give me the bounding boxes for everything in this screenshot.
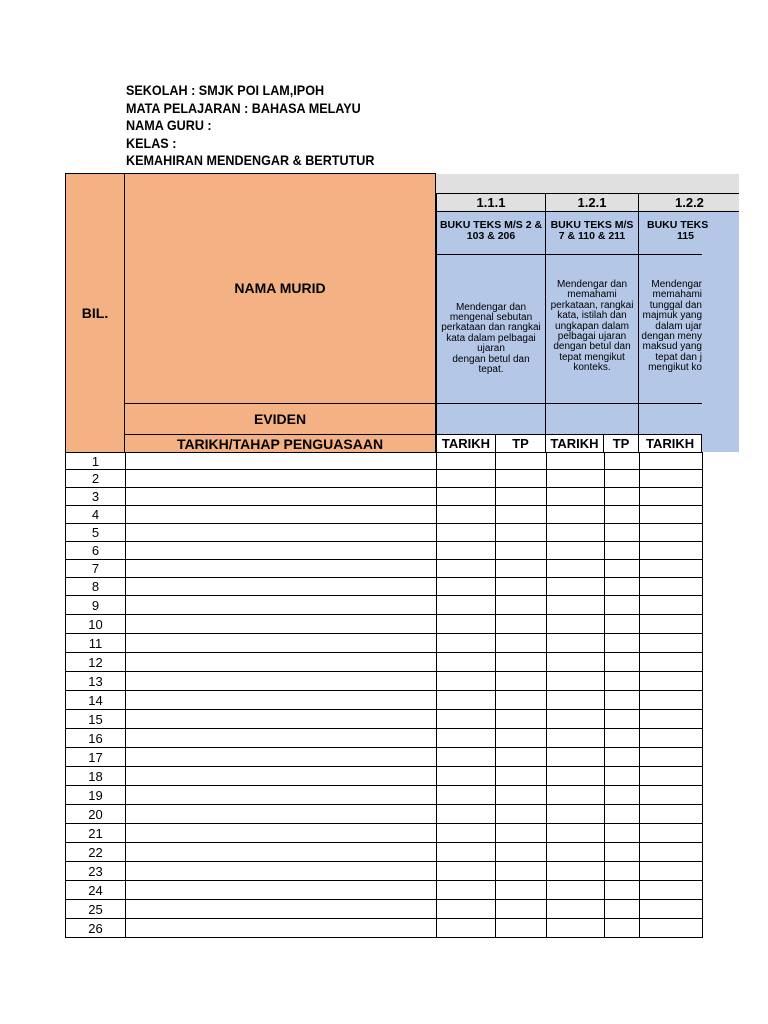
table-row — [66, 634, 703, 653]
tarikh-cell[interactable] — [640, 862, 703, 881]
student-name-cell[interactable] — [126, 919, 437, 938]
row-number: 10 — [66, 615, 126, 634]
row-number: 16 — [66, 729, 126, 748]
desc-line: ungkapan dalam — [555, 320, 629, 332]
standard-desc-2 — [545, 254, 639, 404]
tp-cell[interactable] — [605, 786, 640, 805]
tp-cell[interactable] — [605, 634, 640, 653]
row-number: 18 — [66, 767, 126, 786]
row-number: 1 — [66, 453, 126, 470]
row-number: 23 — [66, 862, 126, 881]
table-row — [66, 805, 703, 824]
table-row — [66, 843, 703, 862]
tarikh-cell[interactable] — [547, 919, 605, 938]
tarikh-cell[interactable] — [437, 634, 496, 653]
desc-line: mengikut ko — [648, 362, 702, 374]
student-name-cell[interactable] — [126, 506, 437, 524]
desc-line: majmuk yang — [642, 310, 702, 322]
tarikh-label: TARIKH — [441, 436, 491, 451]
book-text — [551, 220, 634, 242]
book-text — [647, 220, 708, 242]
tarikh-cell[interactable] — [640, 634, 703, 653]
book-line: 103 & 206 — [466, 230, 516, 242]
standard-code-text: 1.2.1 — [577, 195, 607, 210]
tp-cell[interactable] — [496, 805, 547, 824]
tp-cell[interactable] — [605, 615, 640, 634]
student-name-cell[interactable] — [126, 578, 437, 596]
table-row — [66, 578, 703, 596]
tp-cell[interactable] — [496, 824, 547, 843]
desc-line: dalam ujar — [655, 320, 702, 332]
tp-cell[interactable] — [496, 919, 547, 938]
student-name-cell[interactable] — [126, 729, 437, 748]
tarikh-cell[interactable] — [547, 470, 605, 488]
desc-text — [551, 280, 634, 374]
tarikh-cell[interactable] — [547, 729, 605, 748]
student-table — [65, 452, 703, 938]
tp-cell[interactable] — [496, 843, 547, 862]
tarikh-cell[interactable] — [640, 881, 703, 900]
tp-cell[interactable] — [605, 862, 640, 881]
tp-cell[interactable] — [496, 524, 547, 542]
tarikh-cell[interactable] — [640, 900, 703, 919]
table-row — [66, 524, 703, 542]
tp-subheader-2 — [603, 434, 639, 453]
tp-cell[interactable] — [605, 578, 640, 596]
tp-cell[interactable] — [605, 900, 640, 919]
tp-cell[interactable] — [496, 729, 547, 748]
tarikh-subheader-1 — [436, 434, 496, 453]
desc-line: tepat dan j — [655, 351, 702, 363]
tarikh-cell[interactable] — [640, 729, 703, 748]
tarikh-cell[interactable] — [547, 805, 605, 824]
tarikh-cell[interactable] — [547, 881, 605, 900]
standard-book-3 — [638, 211, 709, 255]
tp-cell[interactable] — [605, 542, 640, 560]
tarikh-cell[interactable] — [547, 634, 605, 653]
tarikh-subheader-2 — [545, 434, 604, 453]
desc-line: perkataan, rangkai — [550, 299, 634, 311]
table-row — [66, 748, 703, 767]
tarikh-cell[interactable] — [640, 748, 703, 767]
standard-eviden-2[interactable] — [545, 403, 639, 435]
tp-cell[interactable] — [496, 615, 547, 634]
desc-line: dengan betul dan tepat. — [452, 353, 530, 376]
student-rows — [66, 453, 703, 938]
eviden-header — [124, 403, 436, 435]
tarikh-cell[interactable] — [640, 786, 703, 805]
tarikh-cell[interactable] — [640, 578, 703, 596]
tarikh-cell[interactable] — [640, 453, 703, 470]
tarikh-cell[interactable] — [437, 862, 496, 881]
student-name-cell[interactable] — [126, 524, 437, 542]
tarikh-cell[interactable] — [437, 596, 496, 615]
row-number: 14 — [66, 691, 126, 710]
standard-eviden-1[interactable] — [436, 403, 546, 435]
student-name-cell[interactable] — [126, 672, 437, 691]
table-row — [66, 488, 703, 506]
tp-cell[interactable] — [496, 691, 547, 710]
tarikh-cell[interactable] — [437, 881, 496, 900]
desc-line: kata dalam pelbagai — [446, 332, 536, 344]
tp-cell[interactable] — [605, 748, 640, 767]
tp-cell[interactable] — [605, 453, 640, 470]
table-row — [66, 710, 703, 729]
header-subject: MATA PELAJARAN : BAHASA MELAYU — [126, 99, 361, 116]
eviden-label: EVIDEN — [253, 411, 307, 427]
tarikh-cell[interactable] — [547, 615, 605, 634]
standard-code-text: 1.1.1 — [476, 195, 506, 210]
tarikh-cell[interactable] — [640, 767, 703, 786]
table-row — [66, 824, 703, 843]
student-name-cell[interactable] — [126, 767, 437, 786]
tp-cell[interactable] — [496, 710, 547, 729]
tarikh-cell[interactable] — [547, 710, 605, 729]
tarikh-cell[interactable] — [640, 560, 703, 578]
bil-header — [65, 173, 125, 453]
tp-cell[interactable] — [605, 881, 640, 900]
tarikh-label: TARIKH — [646, 436, 695, 451]
tarikh-cell[interactable] — [437, 843, 496, 862]
table-row — [66, 919, 703, 938]
tp-cell[interactable] — [605, 596, 640, 615]
row-number: 22 — [66, 843, 126, 862]
student-name-cell[interactable] — [126, 542, 437, 560]
tarikh-cell[interactable] — [547, 560, 605, 578]
tarikh-cell[interactable] — [547, 900, 605, 919]
tp-cell[interactable] — [605, 653, 640, 672]
row-number: 25 — [66, 900, 126, 919]
table-row — [66, 470, 703, 488]
student-name-cell[interactable] — [126, 653, 437, 672]
tarikh-subheader-3 — [638, 434, 702, 453]
tarikh-cell[interactable] — [437, 506, 496, 524]
tp-cell[interactable] — [496, 560, 547, 578]
tp-cell[interactable] — [496, 488, 547, 506]
tarikh-cell[interactable] — [547, 506, 605, 524]
tp-cell[interactable] — [605, 729, 640, 748]
table-row — [66, 453, 703, 470]
tp-cell[interactable] — [496, 900, 547, 919]
tp-cell[interactable] — [496, 653, 547, 672]
tarikh-cell[interactable] — [547, 578, 605, 596]
standard-code-1 — [436, 193, 546, 212]
tarikh-cell[interactable] — [640, 470, 703, 488]
row-number: 6 — [66, 542, 126, 560]
tarikh-cell[interactable] — [437, 524, 496, 542]
desc-line: Mendengar — [651, 279, 702, 290]
row-number: 21 — [66, 824, 126, 843]
desc-line: memahami — [652, 289, 702, 301]
tarikh-cell[interactable] — [437, 767, 496, 786]
tarikh-cell[interactable] — [547, 824, 605, 843]
header-grey-strip — [436, 174, 739, 194]
table-row — [66, 653, 703, 672]
tarikh-cell[interactable] — [437, 900, 496, 919]
row-number: 12 — [66, 653, 126, 672]
desc-line: kata, istilah dan — [557, 310, 627, 322]
student-name-cell[interactable] — [126, 560, 437, 578]
table-row — [66, 729, 703, 748]
table-row — [66, 862, 703, 881]
tarikh-cell[interactable] — [437, 786, 496, 805]
row-number: 9 — [66, 596, 126, 615]
student-name-cell[interactable] — [126, 900, 437, 919]
tp-label: TP — [512, 436, 529, 451]
tarikh-cell[interactable] — [547, 843, 605, 862]
row-number: 17 — [66, 748, 126, 767]
standard-code-text: 1.2.2 — [675, 195, 704, 210]
document-header — [126, 82, 374, 170]
row-number: 8 — [66, 578, 126, 596]
tarikh-cell[interactable] — [437, 691, 496, 710]
student-name-cell[interactable] — [126, 453, 437, 470]
bil-label: BIL. — [81, 305, 109, 321]
book-line: BUKU TEKS M/S — [550, 219, 634, 231]
tp-cell[interactable] — [605, 919, 640, 938]
tp-cell[interactable] — [496, 506, 547, 524]
row-number: 24 — [66, 881, 126, 900]
student-name-cell[interactable] — [126, 691, 437, 710]
desc-text — [641, 280, 702, 374]
student-name-cell[interactable] — [126, 710, 437, 729]
table-row — [66, 506, 703, 524]
student-name-cell[interactable] — [126, 824, 437, 843]
tarikh-cell[interactable] — [437, 824, 496, 843]
row-number: 26 — [66, 919, 126, 938]
tarikh-cell[interactable] — [640, 805, 703, 824]
row-number: 20 — [66, 805, 126, 824]
tarikh-cell[interactable] — [640, 824, 703, 843]
tarikh-cell[interactable] — [640, 710, 703, 729]
tp-cell[interactable] — [496, 453, 547, 470]
tarikh-cell[interactable] — [437, 470, 496, 488]
blue-extension — [702, 212, 739, 452]
desc-line: mengenal sebutan — [449, 311, 533, 323]
tp-cell[interactable] — [605, 470, 640, 488]
book-line: BUKU TEKS M/S 2 & — [439, 219, 543, 231]
tp-cell[interactable] — [605, 824, 640, 843]
standard-code-3 — [638, 193, 739, 212]
tp-label: TP — [612, 436, 630, 451]
tp-cell[interactable] — [605, 843, 640, 862]
desc-line: maksud yang — [642, 341, 702, 353]
desc-line: dengan meny — [641, 331, 702, 343]
table-row — [66, 596, 703, 615]
tarikh-cell[interactable] — [640, 653, 703, 672]
desc-line: konteks. — [573, 362, 611, 374]
tarikh-cell[interactable] — [547, 542, 605, 560]
standard-book-2 — [545, 211, 639, 255]
student-name-cell[interactable] — [126, 488, 437, 506]
tarikh-cell[interactable] — [640, 524, 703, 542]
tarikh-label: TARIKH — [550, 436, 599, 451]
tp-cell[interactable] — [496, 578, 547, 596]
book-line: 7 & 110 & 211 — [558, 230, 626, 242]
tp-cell[interactable] — [605, 672, 640, 691]
desc-line: Mendengar dan — [556, 279, 628, 290]
student-name-cell[interactable] — [126, 596, 437, 615]
row-number: 2 — [66, 470, 126, 488]
tarikh-cell[interactable] — [437, 488, 496, 506]
student-name-cell[interactable] — [126, 470, 437, 488]
book-line: BUKU TEKS — [647, 219, 709, 231]
desc-line: dengan betul dan — [553, 341, 631, 353]
tarikh-cell[interactable] — [437, 578, 496, 596]
tarikh-cell[interactable] — [437, 748, 496, 767]
header-school: SEKOLAH : SMJK POI LAM,IPOH — [126, 82, 325, 98]
tarikh-cell[interactable] — [547, 488, 605, 506]
tp-cell[interactable] — [605, 560, 640, 578]
tarikh-cell[interactable] — [547, 786, 605, 805]
tarikh-cell[interactable] — [547, 596, 605, 615]
tarikh-cell[interactable] — [437, 453, 496, 470]
tp-cell[interactable] — [496, 786, 547, 805]
tarikh-cell[interactable] — [547, 453, 605, 470]
row-number: 7 — [66, 560, 126, 578]
standard-desc-3 — [638, 254, 702, 404]
student-name-cell[interactable] — [126, 634, 437, 653]
tarikh-cell[interactable] — [640, 843, 703, 862]
tarikh-tahap-header — [124, 434, 436, 453]
tarikh-cell[interactable] — [437, 560, 496, 578]
table-row — [66, 900, 703, 919]
tarikh-cell[interactable] — [437, 710, 496, 729]
nama-murid-header — [124, 173, 436, 404]
tp-cell[interactable] — [605, 524, 640, 542]
table-row — [66, 672, 703, 691]
student-name-cell[interactable] — [126, 843, 437, 862]
header-skill: KEMAHIRAN MENDENGAR & BERTUTUR — [126, 152, 375, 168]
tp-cell[interactable] — [605, 767, 640, 786]
table-row — [66, 691, 703, 710]
header-class: KELAS : — [126, 134, 177, 151]
student-name-cell[interactable] — [126, 881, 437, 900]
tp-cell[interactable] — [496, 470, 547, 488]
tarikh-tahap-label: TARIKH/TAHAP PENGUASAAN — [176, 435, 384, 452]
tarikh-cell[interactable] — [547, 767, 605, 786]
tarikh-cell[interactable] — [437, 615, 496, 634]
standard-desc-1 — [436, 254, 546, 404]
table-row — [66, 767, 703, 786]
tarikh-cell[interactable] — [547, 672, 605, 691]
table-row — [66, 560, 703, 578]
row-number: 19 — [66, 786, 126, 805]
desc-line: tepat mengikut — [559, 351, 625, 363]
tarikh-cell[interactable] — [640, 672, 703, 691]
tarikh-cell[interactable] — [547, 862, 605, 881]
tarikh-cell[interactable] — [547, 691, 605, 710]
student-name-cell[interactable] — [126, 615, 437, 634]
tp-cell[interactable] — [496, 767, 547, 786]
desc-line: memahami — [567, 289, 617, 301]
tp-cell[interactable] — [496, 542, 547, 560]
tp-cell[interactable] — [496, 862, 547, 881]
tarikh-cell[interactable] — [437, 919, 496, 938]
tarikh-cell[interactable] — [547, 748, 605, 767]
row-number: 5 — [66, 524, 126, 542]
student-name-cell[interactable] — [126, 748, 437, 767]
row-number: 15 — [66, 710, 126, 729]
row-number: 3 — [66, 488, 126, 506]
row-number: 4 — [66, 506, 126, 524]
tarikh-cell[interactable] — [437, 653, 496, 672]
tp-cell[interactable] — [605, 488, 640, 506]
standard-book-1 — [436, 211, 546, 255]
header-teacher: NAMA GURU : — [126, 117, 212, 133]
tarikh-cell[interactable] — [640, 691, 703, 710]
tarikh-cell[interactable] — [437, 729, 496, 748]
tarikh-cell[interactable] — [640, 596, 703, 615]
tp-cell[interactable] — [605, 805, 640, 824]
tp-cell[interactable] — [605, 506, 640, 524]
table-row — [66, 786, 703, 805]
book-text — [440, 220, 542, 242]
tp-cell[interactable] — [496, 634, 547, 653]
tarikh-cell[interactable] — [547, 524, 605, 542]
tp-cell[interactable] — [496, 748, 547, 767]
desc-line: Mendengar dan — [455, 301, 527, 313]
desc-line: pelbagai ujaran — [557, 331, 627, 343]
book-line: 115 — [677, 230, 694, 242]
tarikh-cell[interactable] — [437, 805, 496, 824]
table-row — [66, 615, 703, 634]
standard-eviden-3[interactable] — [638, 403, 702, 435]
tarikh-cell[interactable] — [547, 653, 605, 672]
tarikh-cell[interactable] — [640, 615, 703, 634]
desc-line: perkataan dan rangkai — [441, 322, 541, 334]
nama-murid-label: NAMA MURID — [234, 280, 326, 296]
tarikh-cell[interactable] — [640, 919, 703, 938]
tp-cell[interactable] — [496, 596, 547, 615]
table-row — [66, 542, 703, 560]
tarikh-cell[interactable] — [640, 542, 703, 560]
tarikh-cell[interactable] — [437, 542, 496, 560]
row-number: 13 — [66, 672, 126, 691]
tarikh-cell[interactable] — [640, 488, 703, 506]
tp-cell[interactable] — [605, 710, 640, 729]
student-name-cell[interactable] — [126, 805, 437, 824]
tarikh-cell[interactable] — [640, 506, 703, 524]
table-row — [66, 881, 703, 900]
tp-subheader-1 — [495, 434, 546, 453]
tp-cell[interactable] — [605, 691, 640, 710]
tp-cell[interactable] — [496, 881, 547, 900]
row-number: 11 — [66, 634, 126, 653]
standard-code-2 — [545, 193, 639, 212]
desc-text — [439, 303, 543, 376]
student-name-cell[interactable] — [126, 786, 437, 805]
student-name-cell[interactable] — [126, 862, 437, 881]
tp-cell[interactable] — [496, 672, 547, 691]
tarikh-cell[interactable] — [437, 672, 496, 691]
desc-line: ujaran — [477, 343, 505, 355]
desc-line: tunggal dan — [649, 299, 702, 311]
